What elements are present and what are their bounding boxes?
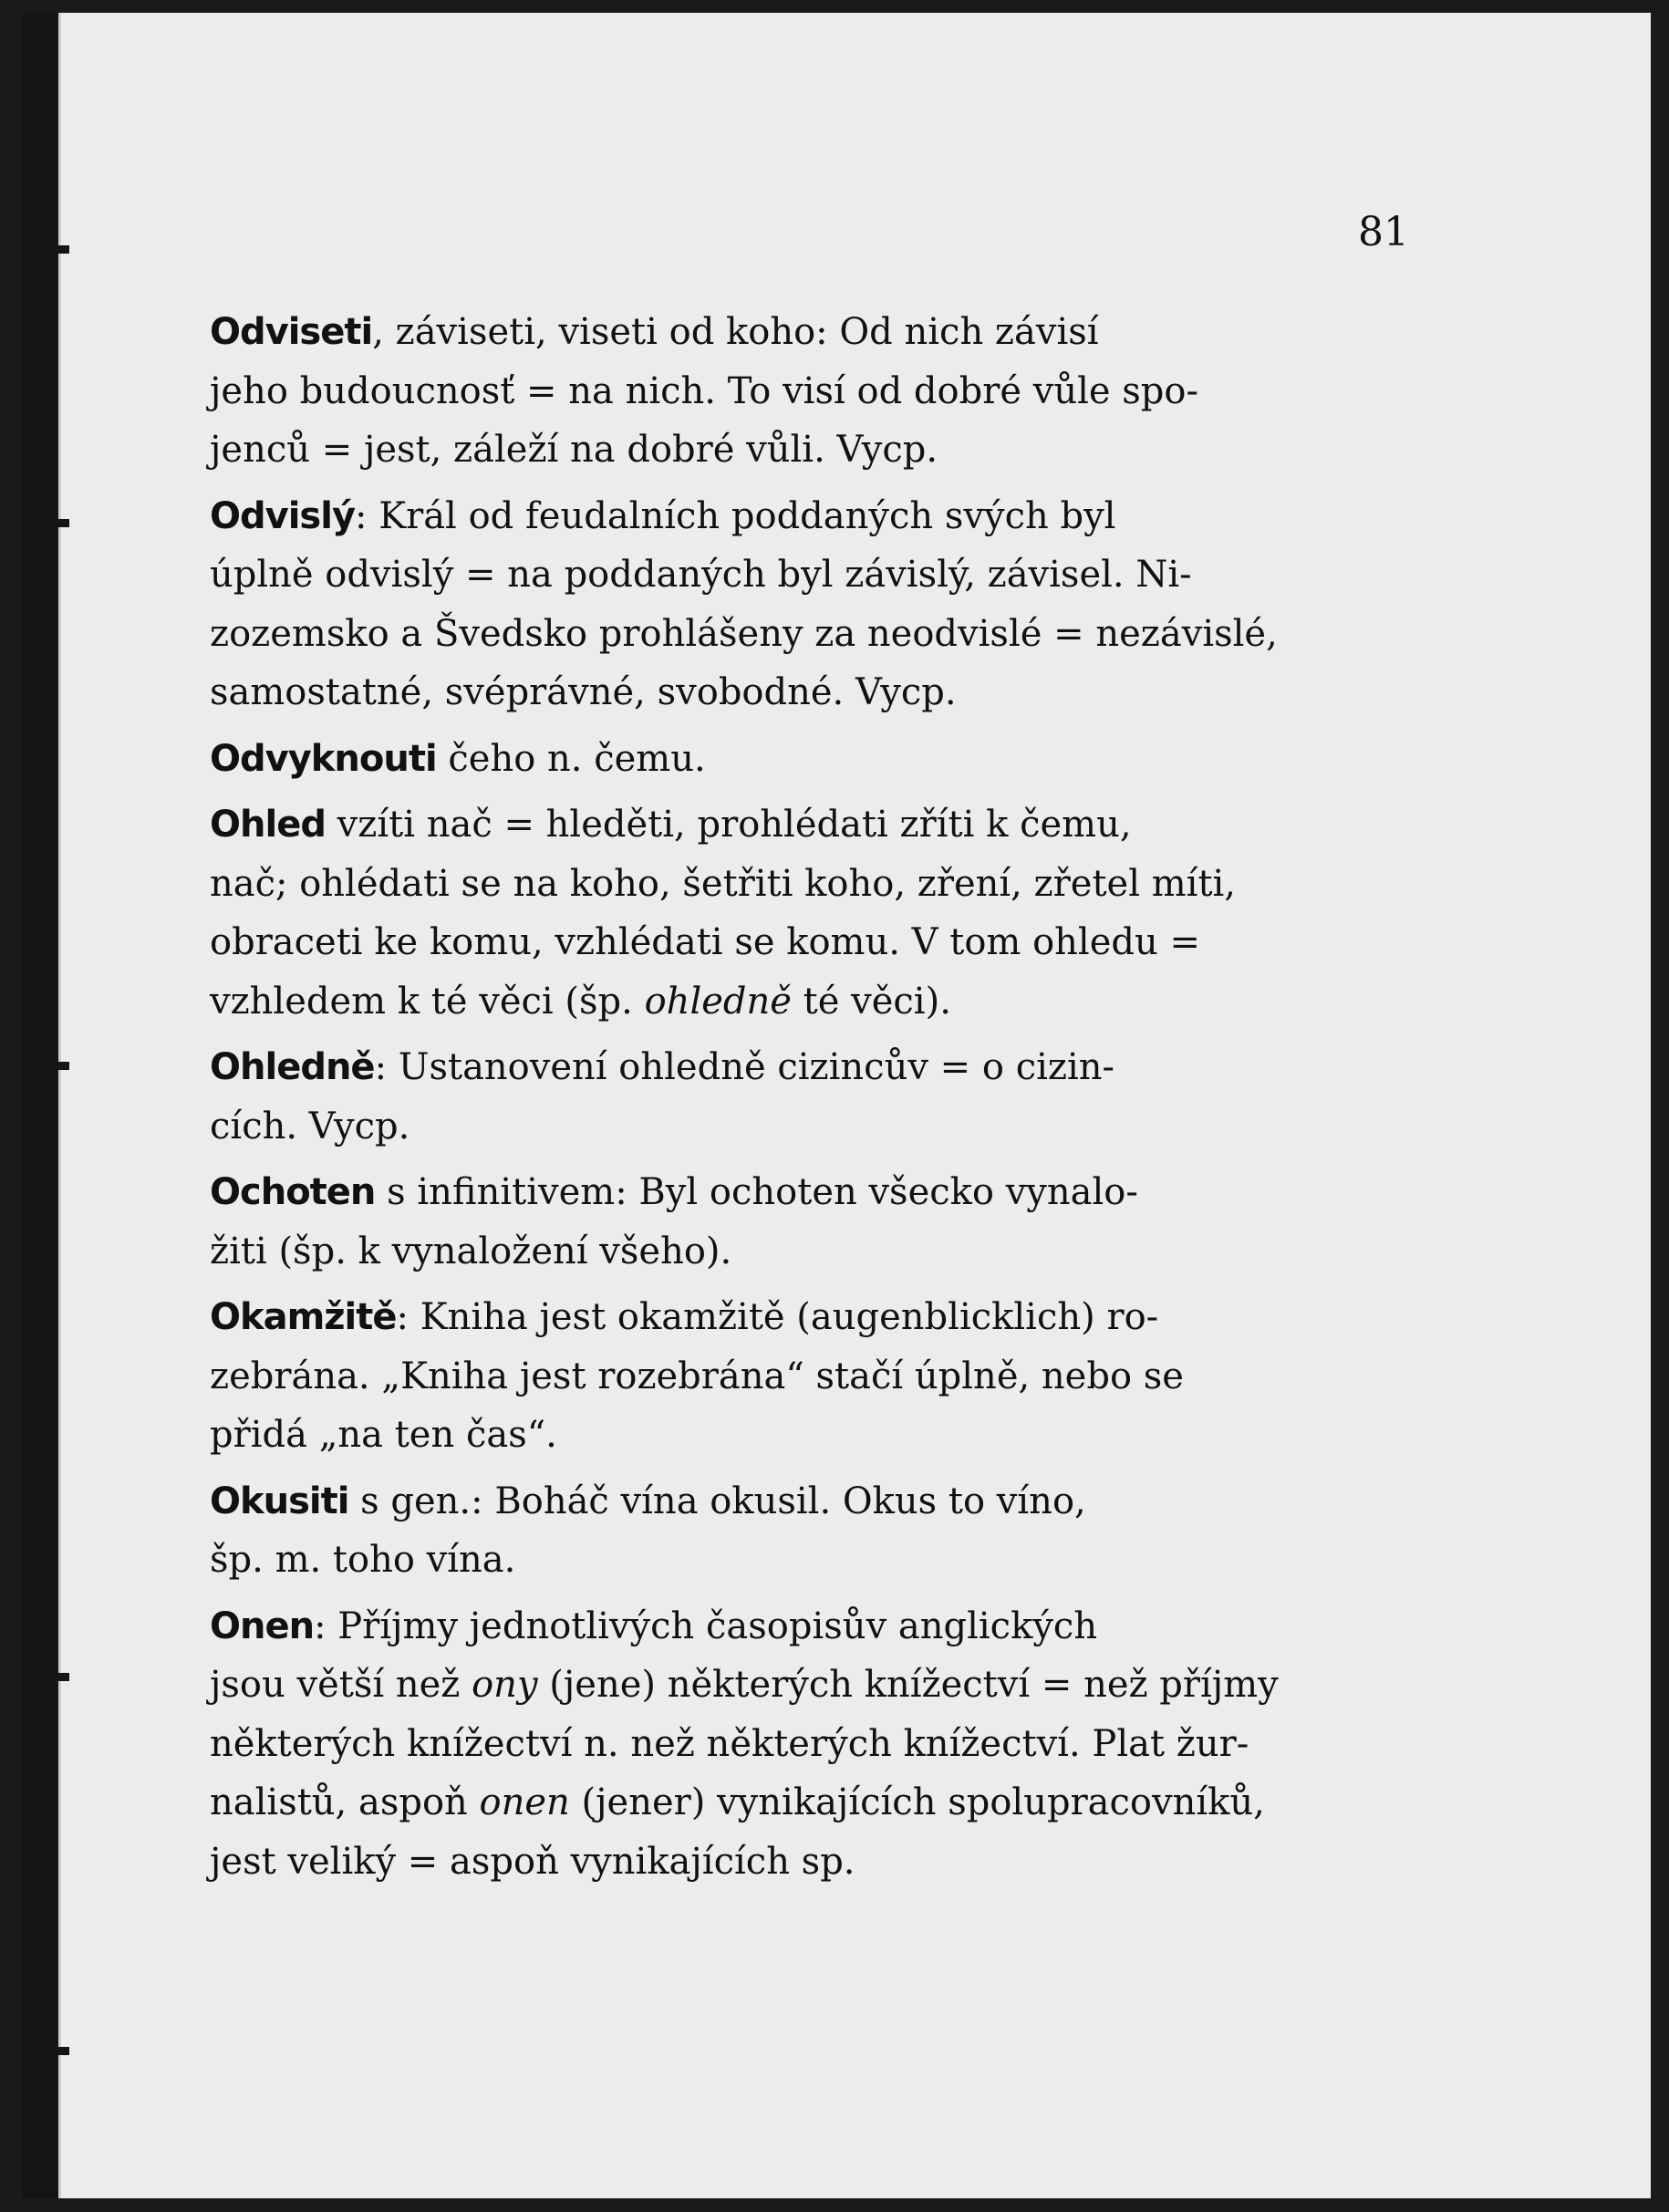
page-number: 81 xyxy=(1358,209,1409,255)
headword: Odvislý xyxy=(210,494,356,537)
headword: Odviseti xyxy=(210,311,373,353)
entry-odviseti: Odviseti, záviseti, viseti od koho: Od nich závisí jeho budoucnosť = na nich. To visí od dobré vůle spo- jenců = jest, záleží na dobré vůli. Vycp. xyxy=(210,311,1198,471)
entry-okusiti: Okusiti s gen.: Boháč vína okusil. Okus to víno, šp. m. toho vína. xyxy=(210,1480,1086,1581)
headword: Odvyknouti xyxy=(210,737,437,780)
entry-okamzite: Okamžitě: Kniha jest okamžitě (augenblicklich) ro- zebrána. „Kniha jest rozebrána“ stačí úplně, nebo se přidá „na ten čas“. xyxy=(210,1296,1184,1456)
book-page xyxy=(22,13,1651,2198)
dictionary-text xyxy=(210,303,1441,1898)
spine-mark xyxy=(22,245,69,254)
entry-odvisly: Odvislý: Král od feudalních poddaných svých byl úplně odvislý = na poddaných byl závislý, závisel. Ni- zozemsko a Švedsko prohlášeny za neodvislé = nezávislé, samostatné, svéprávné, svobodné. Vycp. xyxy=(210,494,1278,713)
headword: Ochoten xyxy=(210,1171,376,1213)
headword: Okusiti xyxy=(210,1480,349,1522)
entry-ohledne: Ohledně: Ustanovení ohledně cizincův = o cizin- cích. Vycp. xyxy=(210,1046,1115,1148)
headword: Ohled xyxy=(210,804,326,846)
spine-mark xyxy=(22,1062,69,1070)
spine-mark xyxy=(22,2047,69,2055)
entry-ohled: Ohled vzíti nač = hleděti, prohlédati zříti k čemu, nač; ohlédati se na koho, šetřiti koho, zření, zřetel míti, obraceti ke komu, vzhlédati se komu. V tom ohledu = vzhledem k té věci (šp. ohledně té věci). xyxy=(210,804,1237,1023)
headword: Onen xyxy=(210,1604,315,1647)
entry-ochoten: Ochoten s infinitivem: Byl ochoten všecko vynalo- žiti (šp. k vynaložení všeho). xyxy=(210,1171,1138,1272)
headword: Ohledně xyxy=(210,1046,375,1088)
entry-onen: Onen: Příjmy jednotlivých časopisův anglických jsou větší než ony (jene) některých knížectví = než příjmy některých knížectví n. než některých knížectví. Plat žur- nalistů, aspoň onen (jener) vynikajících spolupracovníků, jest veliký = aspoň vynikajících sp. xyxy=(210,1604,1279,1883)
spine-mark xyxy=(22,519,69,527)
entry-odvyknouti: Odvyknouti čeho n. čemu. xyxy=(210,737,706,780)
book-spine xyxy=(22,13,58,2198)
spine-mark xyxy=(22,1673,69,1681)
headword: Okamžitě xyxy=(210,1296,397,1338)
spine-edge-line xyxy=(58,13,61,2198)
